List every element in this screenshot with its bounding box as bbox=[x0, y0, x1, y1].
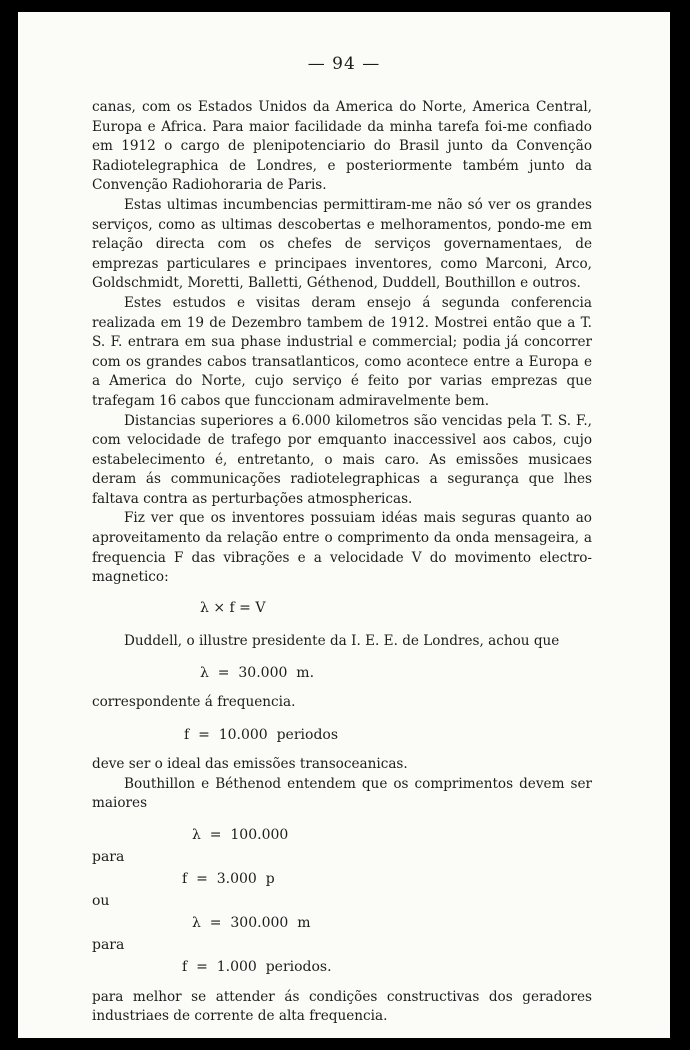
paragraph: canas, com os Estados Unidos da America do Norte, America Central, Europa e Africa. Para maior facilidade da minha tarefa foi-me confiado em 1912 o cargo de plenipotenciario do Brasil junto da Convenção Radiotelegraphica de Londres, e posteriormente também junto da Convenção Radiohoraria de Paris. bbox=[92, 99, 592, 194]
formula-lambda-100000: λ = 100.000 bbox=[192, 826, 289, 843]
paragraph-duddell: Duddell, o illustre presidente da I. E. E. de Londres, achou que bbox=[124, 632, 560, 649]
formula-row bbox=[92, 824, 592, 846]
formula-f-10000: f = 10.000 periodos bbox=[184, 727, 339, 744]
word-para: para bbox=[92, 936, 125, 953]
paragraph-correspondente: correspondente á frequencia. bbox=[92, 694, 296, 711]
paragraph: Fiz ver que os inventores possuiam idéas mais seguras quanto ao aproveitamento da relação entre o comprimento da onda mensageira, a frequencia F das vibrações e a velocidade V do movimento electro-magnetico: bbox=[92, 510, 592, 586]
formula-row bbox=[92, 890, 592, 912]
formula-lambda-30000: λ = 30.000 m. bbox=[200, 665, 315, 682]
page-body bbox=[92, 98, 592, 1027]
formula-f-1000: f = 1.000 periodos. bbox=[182, 958, 332, 975]
word-ou: ou bbox=[92, 892, 110, 909]
paragraph-bouthillon: Bouthillon e Béthenod entendem que os comprimentos devem ser maiores bbox=[92, 775, 592, 812]
formula-row bbox=[92, 912, 592, 934]
page-number: — 94 — bbox=[307, 54, 381, 74]
formula-lambda-300000: λ = 300.000 m bbox=[192, 914, 311, 931]
document-page bbox=[18, 12, 670, 1038]
paragraph: Estes estudos e visitas deram ensejo á segunda conferencia realizada em 19 de Dezembro tambem de 1912. Mostrei então que a T. S. F. entrara em sua phase industrial e commercial; podia já concorrer com os grandes cabos transatlanticos, como acontece entre a Europa e a America do Norte, cujo serviço é feito por varias emprezas que trafegam 16 cabos que funccionam admiravelmente bem. bbox=[92, 294, 592, 409]
paragraph: Estas ultimas incumbencias permittiram-me não só ver os grandes serviços, como as ultimas descobertas e melhoramentos, pondo-me em relação directa com os chefes de serviços governamentaes, de emprezas particulares e principaes inventores, como Marconi, Arco, Goldschmidt, Moretti, Balletti, Géthenod, Duddell, Bouthillon e outros. bbox=[92, 196, 592, 292]
formula-row bbox=[92, 868, 592, 890]
word-para: para bbox=[92, 848, 125, 865]
paragraph-ideal: deve ser o ideal das emissões transoceanicas. bbox=[92, 756, 408, 773]
formula-row bbox=[92, 846, 592, 868]
formula-row bbox=[92, 934, 592, 956]
paragraph-final: para melhor se attender ás condições constructivas dos geradores industriaes de corrente de alta frequencia. bbox=[92, 988, 592, 1025]
formula-f-3000: f = 3.000 p bbox=[182, 870, 275, 887]
formula-row bbox=[92, 956, 592, 978]
formula-main: λ × f = V bbox=[200, 599, 266, 616]
paragraph: Distancias superiores a 6.000 kilometros são vencidas pela T. S. F., com velocidade de trafego por emquanto inaccessivel aos cabos, cujo estabelecimento é, entretanto, o mais caro. As emissões musicaes deram ás communicações radiotelegraphicas a segurança que lhes faltava contra as perturbações atmosphericas. bbox=[92, 412, 592, 507]
